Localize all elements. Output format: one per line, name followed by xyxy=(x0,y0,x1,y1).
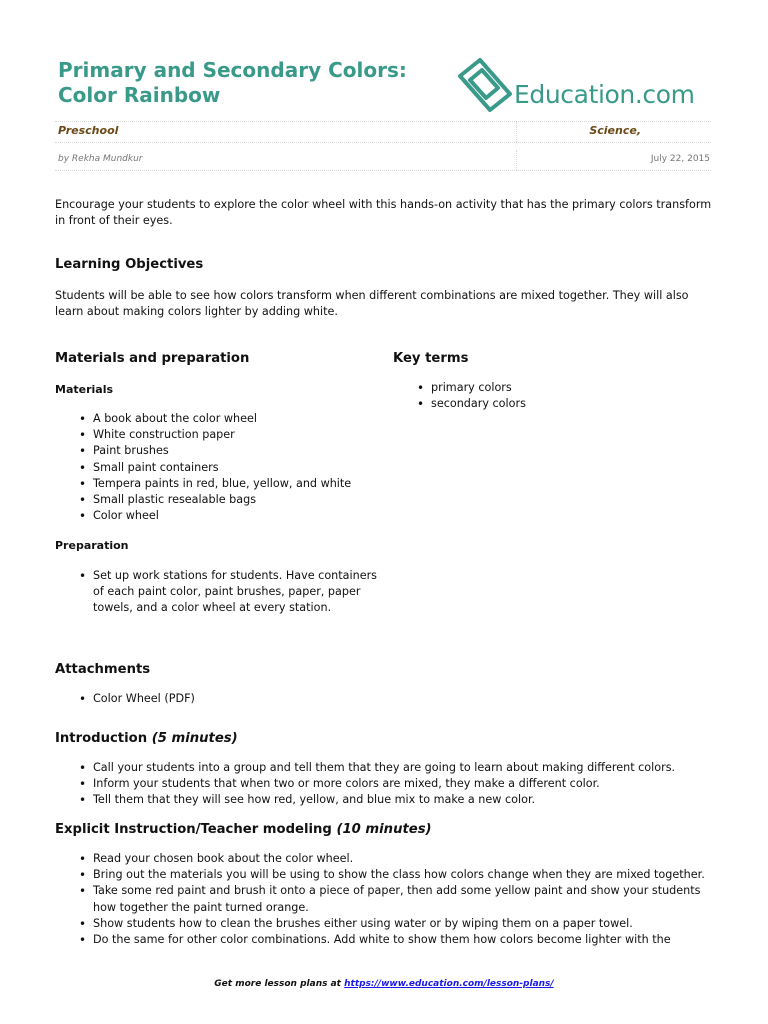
list-item: • Small plastic resealable bags xyxy=(55,492,375,508)
date-label: July 22, 2015 xyxy=(650,154,710,164)
meta-divider xyxy=(516,122,517,142)
list-item: • Inform your students that when two or more colors are mixed, they make a different color. xyxy=(55,776,715,792)
introduction-heading-text: Introduction xyxy=(55,731,148,746)
list-item: • Color wheel xyxy=(55,508,375,524)
materials-list xyxy=(55,411,375,524)
list-item: • Tempera paints in red, blue, yellow, and white xyxy=(55,476,375,492)
list-item: • primary colors xyxy=(393,380,713,396)
list-item: • Paint brushes xyxy=(55,443,375,459)
list-item: • A book about the color wheel xyxy=(55,411,375,427)
list-item: • Tell them that they will see how red, yellow, and blue mix to make a new color. xyxy=(55,792,715,808)
explicit-instruction-duration: (10 minutes) xyxy=(336,822,432,837)
explicit-instruction-list xyxy=(55,851,715,964)
education-logo[interactable] xyxy=(456,56,716,112)
preparation-subheading: Preparation xyxy=(55,539,129,552)
materials-subheading: Materials xyxy=(55,383,114,396)
learning-objectives-heading: Learning Objectives xyxy=(55,257,204,272)
explicit-instruction-heading xyxy=(55,822,432,838)
list-item: • Set up work stations for students. Have containers of each paint color, paint brushes, paper, paper towels, and a color wheel at every station. xyxy=(55,568,380,617)
meta-divider xyxy=(516,150,517,170)
list-item: • Read your chosen book about the color wheel. xyxy=(55,851,715,867)
list-item: • Take some red paint and brush it onto a piece of paper, then add some yellow paint and show your students how together the paint turned orange. xyxy=(55,883,715,915)
list-item: • Bring out the materials you will be using to show the class how colors change when they are mixed together. xyxy=(55,867,715,883)
education-logo-icon xyxy=(456,58,514,112)
list-item: • secondary colors xyxy=(393,396,713,412)
introduction-heading xyxy=(55,731,238,747)
footer-text: Get more lesson plans at xyxy=(214,979,341,989)
page-title xyxy=(58,58,407,108)
list-item: • Show students how to clean the brushes either using water or by wiping them on a paper towel. xyxy=(55,916,715,932)
title-line-1: Primary and Secondary Colors: xyxy=(58,58,407,82)
grade-label: Preschool xyxy=(58,124,119,137)
attachments-list xyxy=(55,691,375,707)
footer xyxy=(0,979,768,989)
attachment-link[interactable]: • Color Wheel (PDF) xyxy=(55,691,375,707)
learning-objectives-text: Students will be able to see how colors transform when different combinations are mixed together. They will also learn about making colors lighter by adding white. xyxy=(55,289,689,318)
list-item: • Small paint containers xyxy=(55,460,375,476)
materials-prep-heading: Materials and preparation xyxy=(55,351,250,366)
meta-row-author-date xyxy=(55,150,711,171)
attachments-heading: Attachments xyxy=(55,662,151,677)
explicit-instruction-heading-text: Explicit Instruction/Teacher modeling xyxy=(55,822,332,837)
intro-paragraph: Encourage your students to explore the color wheel with this hands-on activity that has the primary colors transform in front of their eyes. xyxy=(55,198,712,227)
preparation-list xyxy=(55,568,380,617)
meta-row-grade-subject xyxy=(55,121,711,143)
author-label: by Rekha Mundkur xyxy=(58,154,143,164)
list-item: • White construction paper xyxy=(55,427,375,443)
key-terms-list xyxy=(393,380,713,412)
introduction-list xyxy=(55,760,715,809)
subject-label: Science, xyxy=(589,124,641,137)
list-item: • Do the same for other color combinations. Add white to show them how colors become lighter with the xyxy=(55,932,715,948)
list-item: • Call your students into a group and tell them that they are going to learn about making different colors. xyxy=(55,760,715,776)
footer-link[interactable]: https://www.education.com/lesson-plans/ xyxy=(344,979,554,989)
title-line-2: Color Rainbow xyxy=(58,83,221,107)
logo-text: Education.com xyxy=(514,80,695,109)
key-terms-heading: Key terms xyxy=(393,351,469,366)
introduction-duration: (5 minutes) xyxy=(151,731,238,746)
